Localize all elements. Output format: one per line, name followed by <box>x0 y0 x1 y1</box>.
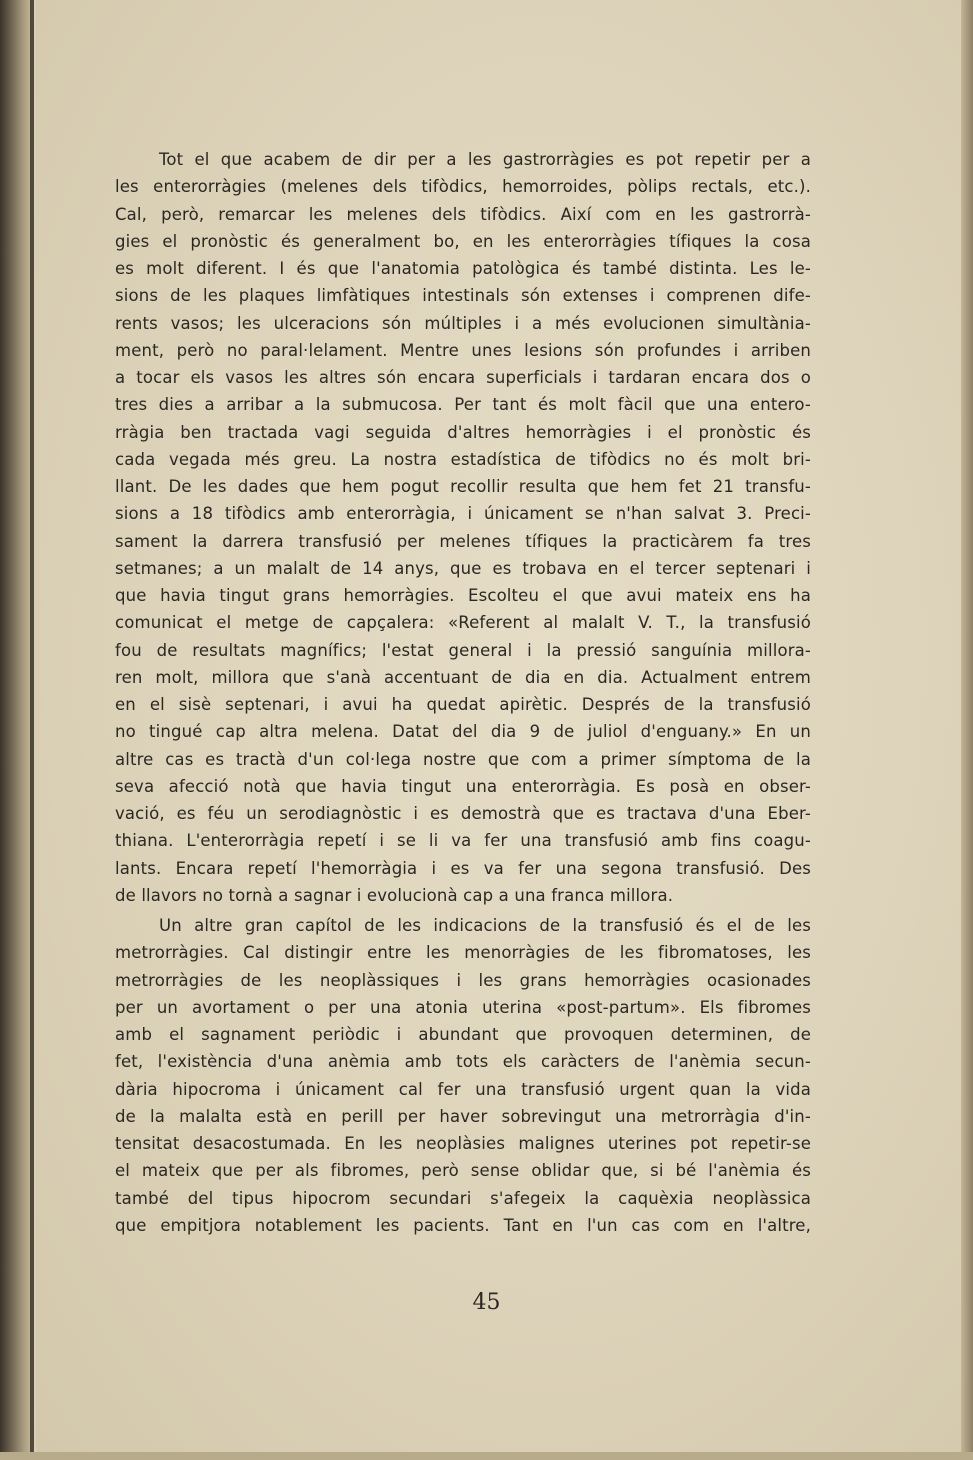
text-line: que havia tingut grans hemorràgies. Escolteu el que avui mateix ens ha <box>115 586 811 605</box>
text-line: thiana. L'enterorràgia repetí i se li va fer una transfusió amb fins coagu- <box>115 831 811 851</box>
text-line: ment, però no paral·lelament. Mentre unes lesions són profundes i arriben <box>115 340 811 360</box>
right-page-edge <box>961 0 973 1460</box>
text-line: Un altre gran capítol de les indicacions de la transfusió és el de les <box>159 916 811 935</box>
bottom-page-edge <box>0 1452 973 1460</box>
paragraph-1 <box>115 146 811 909</box>
text-line: a tocar els vasos les altres són encara superficials i tardaran encara dos o <box>115 368 811 387</box>
text-line: en el sisè septenari, i avui ha quedat apirètic. Després de la transfusió <box>115 695 811 714</box>
text-line: cada vegada més greu. La nostra estadística de tifòdics no és molt bri- <box>115 449 811 469</box>
paragraph-2 <box>115 912 811 1239</box>
text-line: metrorràgies. Cal distingir entre les menorràgies de les fibromatoses, les <box>115 943 811 963</box>
body-text <box>115 146 811 1239</box>
text-line: rents vasos; les ulceracions són múltiples i a més evolucionen simultània- <box>115 313 811 333</box>
text-line: gies el pronòstic és generalment bo, en les enterorràgies tífiques la cosa <box>115 231 811 251</box>
text-line: tres dies a arribar a la submucosa. Per tant és molt fàcil que una entero- <box>115 395 811 415</box>
text-line: tensitat desacostumada. En les neoplàsies malignes uterines pot repetir-se <box>115 1134 811 1153</box>
text-line: que empitjora notablement les pacients. Tant en l'un cas com en l'altre, <box>115 1215 811 1235</box>
text-line: fet, l'existència d'una anèmia amb tots els caràcters de l'anèmia secun- <box>115 1052 811 1072</box>
text-line: llant. De les dades que hem pogut recollir resulta que hem fet 21 transfu- <box>115 477 811 496</box>
page-edge <box>30 0 34 1460</box>
text-line: vació, es féu un serodiagnòstic i es demostrà que es tractava d'una Eber- <box>115 804 811 823</box>
text-line: no tingué cap altra melena. Datat del dia 9 de juliol d'enguany.» En un <box>115 722 811 742</box>
text-line: lants. Encara repetí l'hemorràgia i es va fer una segona transfusió. Des <box>115 858 811 878</box>
text-line: Cal, però, remarcar les melenes dels tifòdics. Així com en les gastrorrà- <box>115 204 811 224</box>
text-line: altre cas es tractà d'un col·lega nostre que com a primer símptoma de la <box>115 749 811 769</box>
text-line: fou de resultats magnífics; l'estat general i la pressió sanguínia millora- <box>115 640 811 660</box>
text-line: metrorràgies de les neoplàssiques i les grans hemorràgies ocasionades <box>115 970 811 990</box>
text-line: amb el sagnament periòdic i abundant que provoquen determinen, de <box>115 1025 811 1044</box>
text-line: per un avortament o per una atonia uterina «post-partum». Els fibromes <box>115 997 811 1017</box>
text-line: les enterorràgies (melenes dels tifòdics, hemorroides, pòlips rectals, etc.). <box>115 177 811 197</box>
text-line: de la malalta està en perill per haver sobrevingut una metrorràgia d'in- <box>115 1106 811 1126</box>
text-line: també del tipus hipocrom secundari s'afegeix la caquèxia neoplàssica <box>115 1188 811 1208</box>
book-spine-shadow <box>0 0 34 1460</box>
text-line: de llavors no tornà a sagnar i evolucionà cap a una franca millora. <box>115 885 674 905</box>
text-line: comunicat el metge de capçalera: «Referent al malalt V. T., la transfusió <box>115 613 811 633</box>
text-line: seva afecció notà que havia tingut una enterorràgia. Es posà en obser- <box>115 776 811 796</box>
text-line: sions de les plaques limfàtiques intestinals són extenses i comprenen dife- <box>115 286 811 306</box>
text-line: es molt diferent. I és que l'anatomia patològica és també distinta. Les le- <box>115 259 811 278</box>
text-line: dària hipocroma i únicament cal fer una transfusió urgent quan la vida <box>115 1079 811 1099</box>
page-number: 45 <box>472 1290 501 1315</box>
text-line: rràgia ben tractada vagi seguida d'altres hemorràgies i el pronòstic és <box>115 422 811 442</box>
text-line: Tot el que acabem de dir per a les gastrorràgies es pot repetir per a <box>159 150 811 169</box>
text-line: ren molt, millora que s'anà accentuant de dia en dia. Actualment entrem <box>115 667 811 687</box>
text-line: sions a 18 tifòdics amb enterorràgia, i únicament se n'han salvat 3. Preci- <box>115 504 811 524</box>
text-line: sament la darrera transfusió per melenes tífiques la practicàrem fa tres <box>115 531 811 551</box>
text-line: setmanes; a un malalt de 14 anys, que es trobava en el tercer septenari i <box>115 558 811 578</box>
text-line: el mateix que per als fibromes, però sense oblidar que, si bé l'anèmia és <box>115 1161 811 1181</box>
